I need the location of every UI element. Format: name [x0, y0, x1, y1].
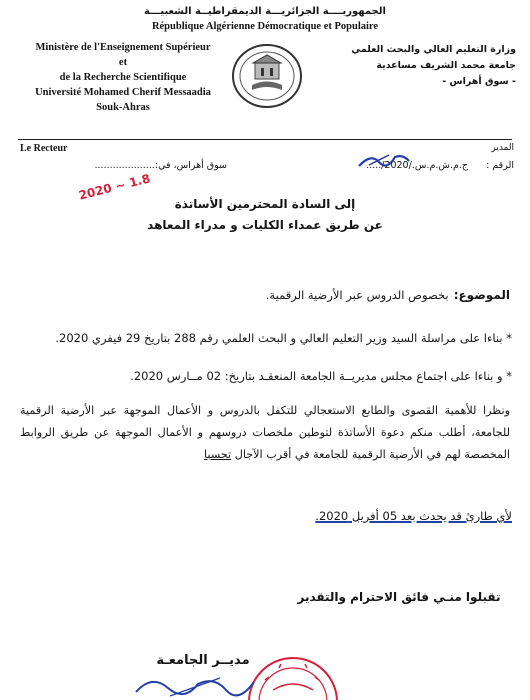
subject-line — [266, 284, 510, 303]
signature-title: مديــر الجامعـة — [156, 653, 250, 668]
reference-label: الرقم : — [486, 160, 514, 171]
ministry-block-arabic — [316, 42, 516, 90]
director-label: المدير — [491, 143, 514, 153]
place-date: سوق أهراس، في:.................... — [94, 160, 227, 171]
university-name: Université Mohamed Cherif Messaadia — [35, 87, 211, 98]
university-logo — [228, 40, 306, 112]
subject-text: بخصوص الدروس عبر الأرضية الرقمية. — [265, 288, 449, 302]
recipient-line-1: إلى السادة المحترمين الأساتذة — [174, 197, 356, 211]
city-name-ar: - سوق أهراس - — [442, 76, 516, 87]
red-handwritten-date: 2020 ~ 1.8 — [77, 171, 152, 203]
pen-scribble-icon — [355, 151, 413, 171]
closing-line — [315, 509, 512, 523]
recipient-line-2: عن طريق عمداء الكليات و مدراء المعاهد — [147, 218, 383, 232]
ministry-line: et — [118, 57, 128, 68]
university-name-ar: جامعة محمد الشريف مساعدية — [376, 60, 516, 71]
signature-icon — [130, 670, 260, 700]
ministry-line: de la Recherche Scientifique — [59, 72, 187, 83]
ministry-block-french — [18, 40, 228, 115]
salutation: تقبلوا منـي فائق الاحترام والتقدير — [297, 590, 501, 604]
paragraph-text: ونظرا للأهمية القصوى والطابع الاستعجالي للتكفل بالدروس و الأعمال الموجهة عبر الأرضية الرقمية للجامعة، أطلب منكم دعوة الأساتذة لتوطين ملخصات دروسهم و الأعمال الموجهة عن طريق الروابط المخصصة لهم في الأرضية الرقمية للجامعة في أقرب الآجال — [20, 404, 510, 461]
republic-arabic: الجمهوريــــة الجزائريـــة الديمقراطيــة الشعبيـــة — [144, 6, 386, 17]
reference-number: ...../ج.م.ش.م.س./2020 — [366, 160, 468, 171]
body-paragraph — [20, 400, 510, 466]
republic-french: République Algérienne Démocratique et Populaire — [151, 21, 379, 32]
ministry-ar-line: وزارة التعليم العالي والبحث العلمي — [351, 44, 516, 55]
body-item-1: * بناءا على مراسلة السيد وزير التعليم العالي و البحث العلمي رقم 288 بتاريخ 29 فيفري 2020. — [55, 331, 512, 345]
city-name: Souk-Ahras — [96, 102, 150, 113]
closing-line-text: لأي طارئ قد يحدث بعد 05 أفريل 2020. — [315, 509, 512, 523]
header-rule — [18, 139, 512, 140]
emphasis-word: تحسبا — [204, 448, 232, 461]
le-recteur: Le Recteur — [20, 143, 68, 154]
subject-label: الموضوع: — [453, 288, 510, 302]
university-emblem-icon — [228, 40, 306, 112]
body-item-2: * و بناءا على اجتماع مجلس مديريــة الجامعة المنعقـد بتاريخ: 02 مــارس 2020. — [130, 369, 512, 383]
ministry-line: Ministère de l'Enseignement Supérieur — [35, 42, 211, 53]
